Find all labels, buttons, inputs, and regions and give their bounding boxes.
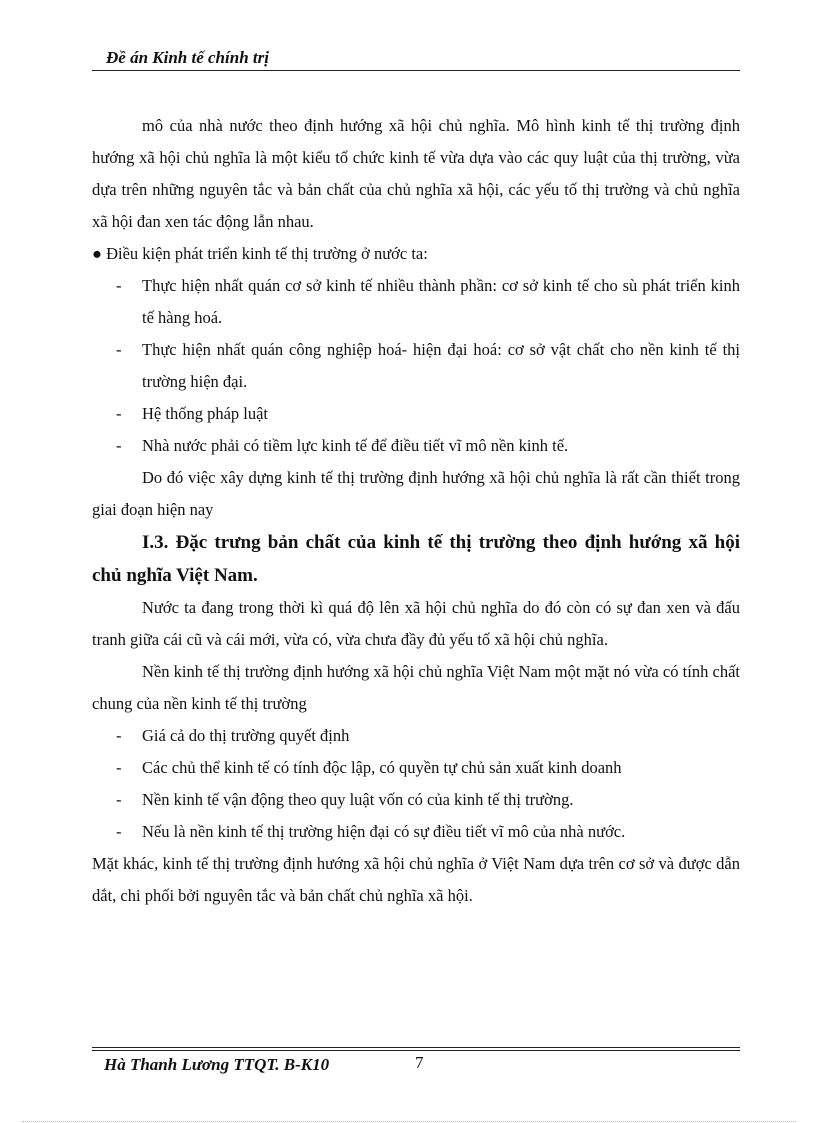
paragraph: Mặt khác, kinh tế thị trường định hướng xã hội chủ nghĩa ở Việt Nam dựa trên cơ sở và được dẫn dắt, chi phối bởi nguyên tắc và bản chất chủ nghĩa xã hội. <box>92 854 740 905</box>
list-item: - Nhà nước phải có tiềm lực kinh tế để điều tiết vĩ mô nền kinh tế. <box>92 430 740 462</box>
header-title: Đề án Kinh tế chính trị <box>106 48 269 67</box>
document-body <box>92 110 740 912</box>
footer-author: Hà Thanh Lương TTQT. B-K10 <box>104 1055 330 1074</box>
list-item: - Hệ thống pháp luật <box>92 398 740 430</box>
page-number: 7 <box>415 1053 424 1072</box>
conditions-list <box>92 270 740 462</box>
page-header <box>92 48 740 71</box>
list-item: - Thực hiện nhất quán công nghiệp hoá- hiện đại hoá: cơ sở vật chất cho nền kinh tế thị trường hiện đại. <box>92 334 740 398</box>
paragraph: Nước ta đang trong thời kì quá độ lên xã hội chủ nghĩa do đó còn có sự đan xen và đấu tranh giữa cái cũ và cái mới, vừa có, vừa chưa đầy đủ yếu tố xã hội chủ nghĩa. <box>92 598 740 649</box>
paragraph: Nền kinh tế thị trường định hướng xã hội chủ nghĩa Việt Nam một mặt nó vừa có tính chất chung của nền kinh tế thị trường <box>92 662 740 713</box>
list-item: - Giá cả do thị trường quyết định <box>92 720 740 752</box>
list-item: - Nếu là nền kinh tế thị trường hiện đại có sự điều tiết vĩ mô của nhà nước. <box>92 816 740 848</box>
section-heading: I.3. Đặc trưng bản chất của kinh tế thị trường theo định hướng xã hội chủ nghĩa Việt Nam. <box>92 532 740 586</box>
list-item: - Thực hiện nhất quán cơ sở kinh tế nhiều thành phần: cơ sở kinh tế cho sù phát triển kinh tế hàng hoá. <box>92 270 740 334</box>
paragraph: mô của nhà nước theo định hướng xã hội chủ nghĩa. Mô hình kinh tế thị trường định hướng xã hội chủ nghĩa là một kiểu tổ chức kinh tế vừa dựa vào các quy luật của thị trường, vừa dựa trên những nguyên tắc và bản chất của chủ nghĩa xã hội, các yếu tố thị trường và chủ nghĩa xã hội đan xen tác động lẫn nhau. <box>92 116 740 231</box>
characteristics-list <box>92 720 740 848</box>
bullet-heading: ● Điều kiện phát triển kinh tế thị trường ở nước ta: <box>92 244 428 263</box>
footer-divider <box>92 1047 740 1051</box>
paragraph: Do đó việc xây dựng kinh tế thị trường định hướng xã hội chủ nghĩa là rất cần thiết trong giai đoạn hiện nay <box>92 468 740 519</box>
list-item: - Nền kinh tế vận động theo quy luật vốn có của kinh tế thị trường. <box>92 784 740 816</box>
page-edge-divider <box>22 1121 796 1122</box>
list-item: - Các chủ thể kinh tế có tính độc lập, có quyền tự chủ sản xuất kinh doanh <box>92 752 740 784</box>
